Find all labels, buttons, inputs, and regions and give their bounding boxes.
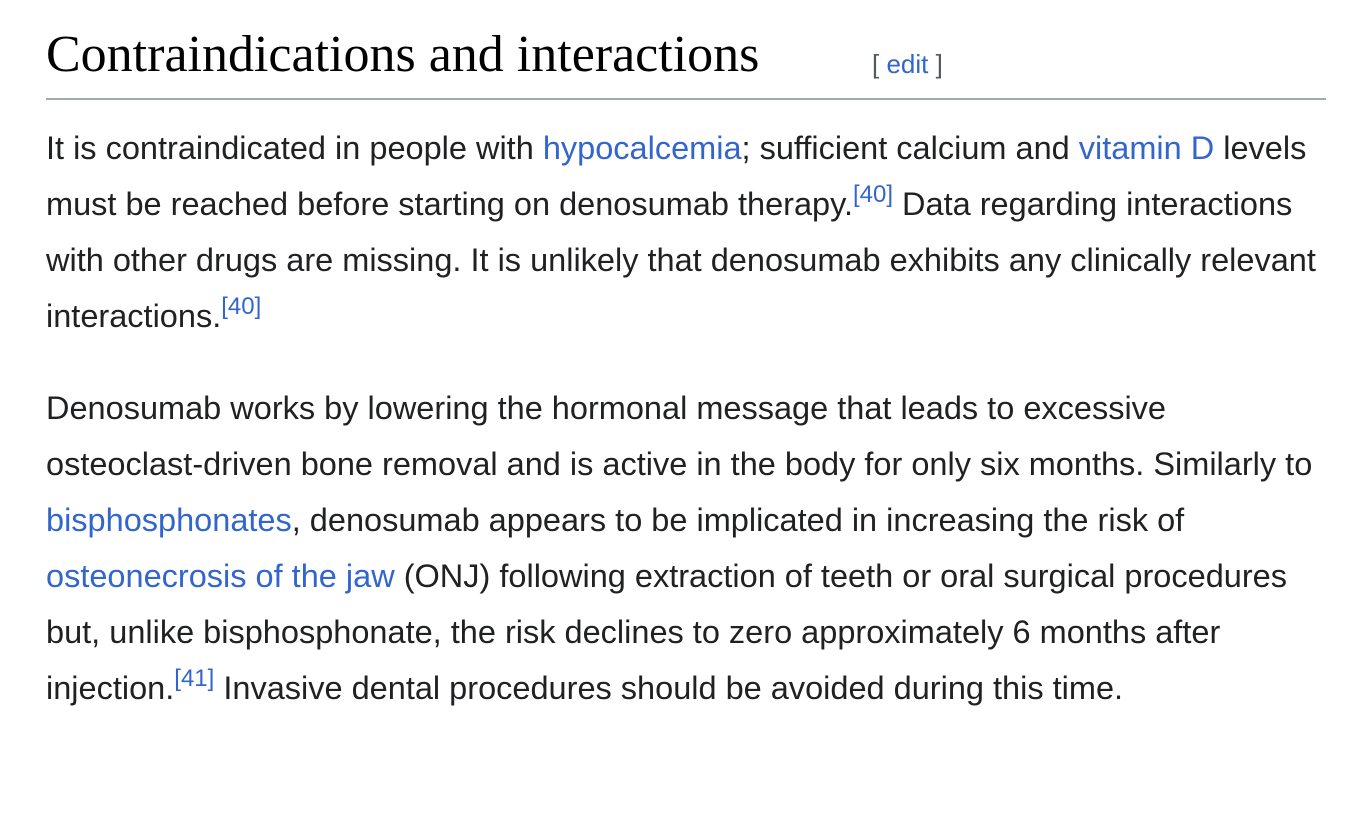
paragraph-contraindications (46, 120, 1326, 344)
link-osteonecrosis-of-the-jaw[interactable]: osteonecrosis of the jaw (46, 558, 395, 594)
paragraph-text: It is contraindicated in people with (46, 130, 543, 166)
paragraph-text: levels must be reached before starting on denosumab therapy. (46, 130, 1307, 222)
paragraph-text: Invasive dental procedures should be avoided during this time. (214, 670, 1124, 706)
link-bisphosphonates[interactable]: bisphosphonates (46, 502, 292, 538)
citation-41 (174, 665, 214, 692)
paragraph-text: ; sufficient calcium and (741, 130, 1079, 166)
paragraph-text: (ONJ) following extraction of teeth or oral surgical procedures but, unlike bisphosphonate, the risk declines to zero approximately 6 months after injection. (46, 558, 1288, 706)
citation-link-40[interactable]: [40] (852, 181, 894, 208)
section-heading: Contraindications and interactions (46, 26, 760, 83)
edit-bracket-close: ] (928, 49, 943, 79)
link-hypocalcemia[interactable]: hypocalcemia (542, 130, 742, 166)
article-section (46, 0, 1326, 706)
paragraph-text: Denosumab works by lowering the hormonal message that leads to excessive osteoclast-driven bone removal and is active in the body for only six months. Similarly to (46, 390, 1313, 482)
edit-section-link[interactable]: edit (886, 49, 929, 79)
edit-bracket-open: [ (872, 49, 887, 79)
paragraph-text: Data regarding interactions with other drugs are missing. It is unlikely that denosumab exhibits any clinically relevant interactions. (46, 186, 1316, 334)
citation-40 (221, 293, 261, 320)
citation-40 (853, 181, 893, 208)
citation-link-40[interactable]: [40] (221, 293, 262, 320)
paragraph-mechanism (46, 380, 1326, 716)
edit-section-control (872, 48, 943, 80)
citation-link-41[interactable]: [41] (174, 665, 215, 692)
paragraph-text: , denosumab appears to be implicated in increasing the risk of (291, 502, 1185, 538)
section-heading-row (46, 0, 1326, 100)
link-vitamin-d[interactable]: vitamin D (1078, 130, 1215, 166)
